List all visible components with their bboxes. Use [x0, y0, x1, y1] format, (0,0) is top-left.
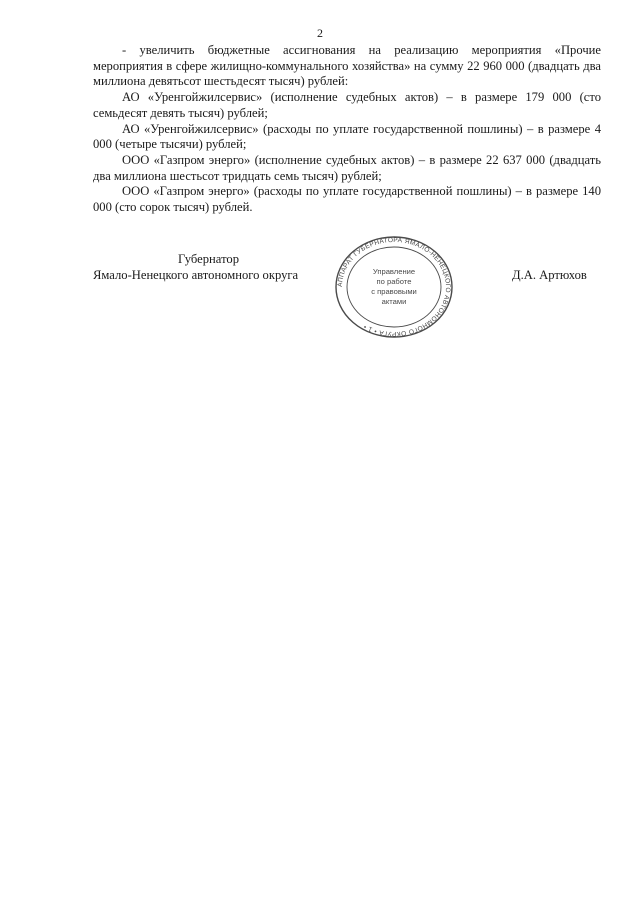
seal-center-line1: Управление — [372, 267, 416, 276]
paragraph-urengoy-duty: АО «Уренгойжилсервис» (расходы по уплате государственной пошлины) – в размере 4 000 (четыре тысячи) рублей; — [93, 121, 601, 152]
signatory-name: Д.А. Артюхов — [512, 268, 587, 282]
seal-center-line4: актами — [381, 297, 407, 306]
seal-outer-text: АППАРАТ ГУБЕРНАТОРА ЯМАЛО-НЕНЕЦКОГО АВТОНОМНОГО ОКРУГА • 1 • — [336, 236, 452, 338]
seal-center-line2: по работе — [376, 277, 412, 286]
signatory-title-line1: Губернатор — [178, 252, 239, 266]
paragraph-budget-increase: - увеличить бюджетные ассигнования на реализацию мероприятия «Прочие мероприятия в сфере жилищно-коммунального хозяйства» на сумму 22 960 000 (двадцать два миллиона девятьсот шестьдесят тысяч) рублей: — [93, 43, 601, 89]
paragraph-gazprom-court: ООО «Газпром энерго» (исполнение судебных актов) – в размере 22 637 000 (двадцать два миллиона шестьсот тридцать семь тысяч) рублей; — [93, 152, 601, 183]
seal-center-line3: с правовыми — [371, 287, 417, 296]
signatory-title-line2: Ямало-Ненецкого автономного округа — [93, 268, 299, 282]
document-body — [93, 43, 601, 216]
official-seal — [328, 232, 456, 342]
page-number: 2 — [317, 26, 323, 40]
paragraph-gazprom-duty: ООО «Газпром энерго» (расходы по уплате государственной пошлины) – в размере 140 000 (сто сорок тысяч) рублей. — [93, 184, 601, 215]
paragraph-urengoy-court: АО «Уренгойжилсервис» (исполнение судебных актов) – в размере 179 000 (сто семьдесят девять тысяч) рублей; — [93, 90, 601, 120]
